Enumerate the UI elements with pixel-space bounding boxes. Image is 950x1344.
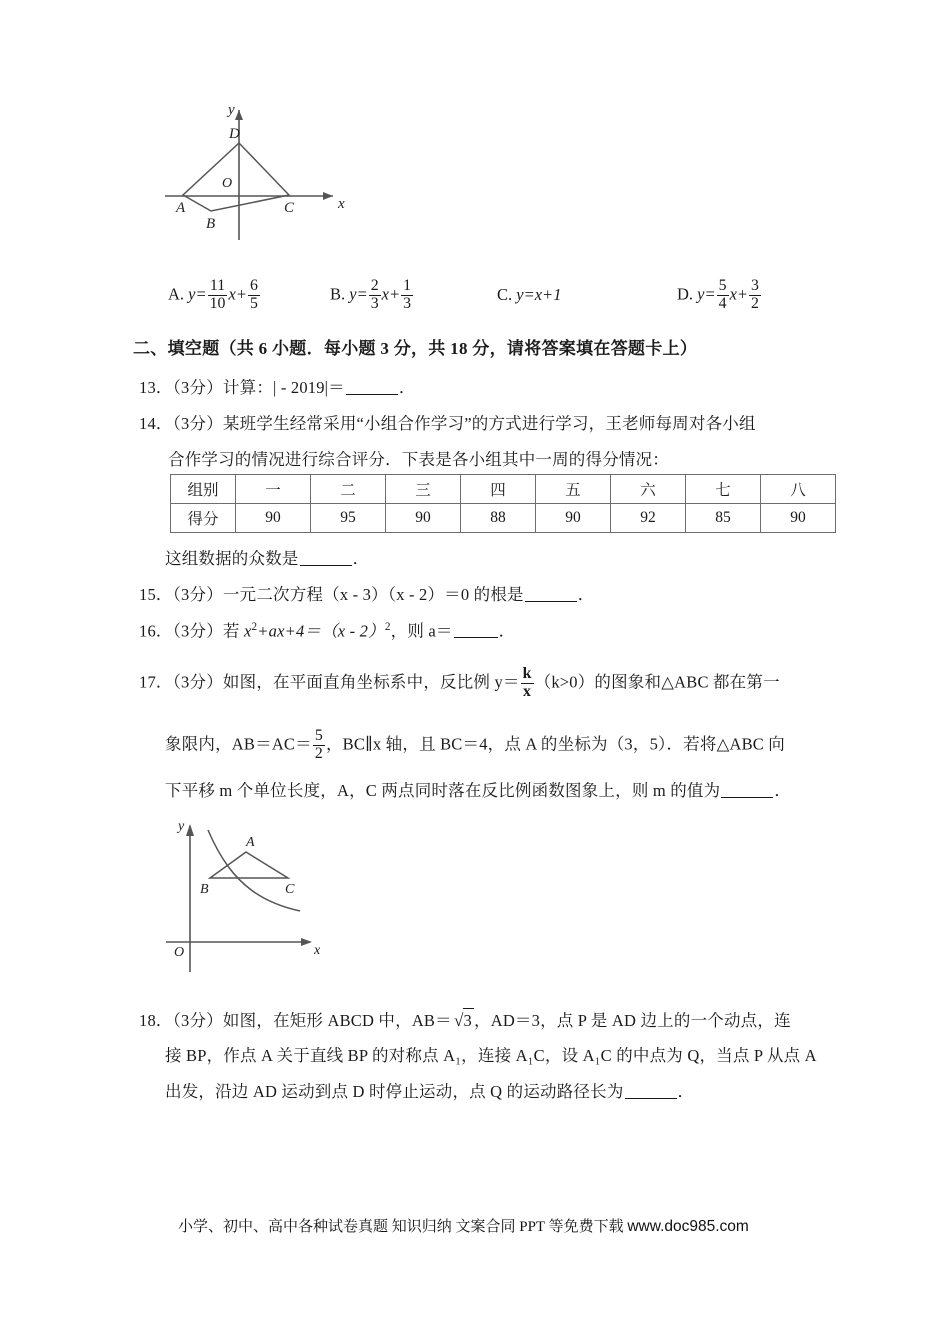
q16-points: （3分） [172,621,223,641]
table-cell-group-3: 三 [386,475,461,504]
table-cell-group-8: 八 [761,475,836,504]
q16-variable-x: x [243,621,252,641]
figure-q12-label-c: C [284,200,295,216]
option-a-key: A. [168,284,185,304]
question-17-line2 [165,728,785,762]
figure-q12-label-a: A [176,200,186,216]
q14-closing-period: ． [352,549,370,568]
figure-q17-label-b: B [200,882,209,897]
option-a-frac1: $\frac{11}{10}$ [209,277,226,312]
option-b-frac1: $\frac{2}{3}$ [370,277,379,312]
q17-inverse-proportion-fraction: $\frac{k}{x}$ [522,665,532,700]
q14-points: （3分） [172,414,223,433]
option-a-frac2: $\frac{6}{5}$ [249,277,258,312]
q16-text-b: +ax+4＝（x - 2） [257,621,385,641]
option-d-lhs: y= [697,284,716,304]
option-b[interactable] [330,278,414,312]
q17-text-line1a: 如图，在平面直角坐标系中，反比例 y＝ [222,672,520,692]
q14-number: 14． [139,414,173,433]
q17-fraction-five-halves: $\frac{5}{2}$ [314,727,323,762]
table-cell-score-6: 92 [611,504,686,533]
q17-text-line3a: 下平移 m 个单位长度，A，C 两点同时落在反比例函数图象上，则 m 的值为 [165,781,721,800]
question-14-closing [165,547,369,571]
table-cell-score-3: 90 [386,504,461,533]
quadrilateral-abcd [183,143,289,211]
q16-number: 16． [139,621,173,641]
table-row-groups [171,475,836,504]
figure-q12-x-label: x [338,196,345,212]
y-axis-arrow [235,110,243,120]
question-14-line1 [139,412,756,436]
q17-answer-blank[interactable] [721,781,773,798]
figure-q12-label-b: B [206,216,216,232]
q17-period: ． [774,781,792,800]
q15-number: 15． [139,585,173,604]
figure-q17-x-label: x [314,943,321,958]
q13-period: ． [398,378,416,397]
table-cell-group-2: 二 [311,475,386,504]
question-18-line1 [139,1008,791,1033]
table-cell-group-1: 一 [236,475,311,504]
footer-text: 小学、初中、高中各种试卷真题 知识归纳 文案合同 PPT 等免费下载 [178,1219,624,1235]
q17-points: （3分） [172,672,223,692]
table-cell-score-1: 90 [236,504,311,533]
q16-text-a: 若 [222,621,244,641]
option-d-key: D. [677,284,694,304]
table-cell-group-4: 四 [461,475,536,504]
option-d-frac1: $\frac{5}{4}$ [718,277,727,312]
q15-period: ． [577,585,595,604]
question-15 [139,583,594,607]
figure-q12-origin-label: O [222,176,233,191]
option-b-frac2: $\frac{1}{3}$ [403,277,412,312]
figure-q17-label-c: C [285,882,295,897]
q16-exponent-2: 2 [384,621,391,633]
option-d-frac2: $\frac{3}{2}$ [751,277,759,312]
q14-text-line2: 合作学习的情况进行综合评分．下表是各小组其中一周的得分情况： [168,450,669,469]
footer-url[interactable]: www.doc985.com [627,1218,749,1235]
table-cell-score-7: 85 [686,504,761,533]
table-cell-score-5: 90 [536,504,611,533]
question-13 [139,376,416,400]
table-cell-group-5: 五 [536,475,611,504]
q16-answer-blank[interactable] [454,622,498,639]
option-c-key: C. [497,285,513,304]
figure-q12-y-label: y [228,102,235,118]
y-axis-arrow [186,824,194,836]
q14-answer-blank[interactable] [300,549,352,566]
section-heading-fill-in-blanks: 二、填空题（共 6 小题．每小题 3 分，共 18 分，请将答案填在答题卡上） [133,339,698,358]
figure-q17-label-a: A [246,835,255,850]
q15-answer-blank[interactable] [525,585,577,602]
page-footer [178,1215,749,1236]
q17-text-line2b: ，BC∥x 轴，且 BC＝4，点 A 的坐标为（3，5）．若将△ABC 向 [325,734,786,754]
x-axis-arrow [301,938,312,946]
table-row-scores [171,504,836,533]
q14-closing-text: 这组数据的众数是 [165,549,299,568]
table-cell-score-4: 88 [461,504,536,533]
option-d-mid: x+ [729,284,749,304]
question-17-line3 [165,779,791,803]
q18-text-line1a: 如图，在矩形 ABCD 中，AB＝ [222,1011,452,1030]
option-a-mid: x+ [228,284,247,304]
table-rowhead-group: 组别 [171,475,236,504]
option-b-mid: x+ [381,284,401,304]
q13-answer-blank[interactable] [346,378,398,395]
q13-number: 13． [139,378,173,397]
option-c-lhs: y= [516,285,535,304]
figure-q12-label-d: D [229,126,240,142]
q15-text: 一元二次方程（x - 3）（x - 2）＝0 的根是 [222,585,524,604]
question-17-line1 [139,666,780,700]
q16-period: ． [498,621,516,641]
table-rowhead-score: 得分 [171,504,236,533]
question-14-line2 [168,448,669,472]
option-a-lhs: y= [188,284,207,304]
option-c-expression: x+1 [534,285,562,304]
q14-text-line1: 某班学生经常采用“小组合作学习”的方式进行学习，王老师每周对各小组 [222,414,756,433]
q17-text-line1b: （k>0）的图象和△ABC 都在第一 [534,672,780,692]
figure-q17 [158,812,378,982]
figure-q12 [155,98,365,248]
q16-text-c: ，则 a＝ [390,621,453,641]
question-18-line3 [165,1080,694,1104]
q18-answer-blank[interactable] [625,1082,677,1099]
q18-period: ． [677,1082,695,1101]
q18-points: （3分） [172,1011,223,1030]
figure-q17-origin-label: O [174,945,185,960]
q16-exponent-1: 2 [251,621,258,633]
q18-text-line3a: 出发，沿边 AD 运动到点 D 时停止运动，点 Q 的运动路径长为 [165,1082,624,1101]
q18-number: 18． [139,1011,173,1030]
option-b-lhs: y= [349,284,368,304]
option-a[interactable] [168,278,261,312]
option-b-key: B. [330,284,346,304]
q13-points: （3分） [172,378,223,397]
q18-text-line1b: ，AD＝3，点 P 是 AD 边上的一个动点，连 [474,1011,791,1030]
figure-q12-svg [155,98,365,248]
q18-square-root: √3 [452,1008,474,1033]
question-18-line2 [165,1044,817,1068]
option-c[interactable] [497,285,561,305]
table-cell-score-8: 90 [761,504,836,533]
q15-points: （3分） [172,585,223,604]
q17-text-line2a: 象限内，AB＝AC＝ [165,734,312,754]
question-16 [139,619,515,643]
q17-number: 17． [139,672,173,692]
figure-q17-y-label: y [178,819,185,834]
x-axis-arrow [323,192,333,200]
q18-text-line2: 接 BP，作点 A 关于直线 BP 的对称点 A₁，连接 A₁C，设 A₁C 的中点为 Q，当点 P 从点 A [165,1046,817,1065]
figure-q17-svg [158,812,378,982]
table-cell-score-2: 95 [311,504,386,533]
table-cell-group-7: 七 [686,475,761,504]
q13-text: 计算：| - 2019|＝ [222,378,345,397]
group-score-table [170,474,836,533]
option-d[interactable] [677,278,762,312]
table-cell-group-6: 六 [611,475,686,504]
